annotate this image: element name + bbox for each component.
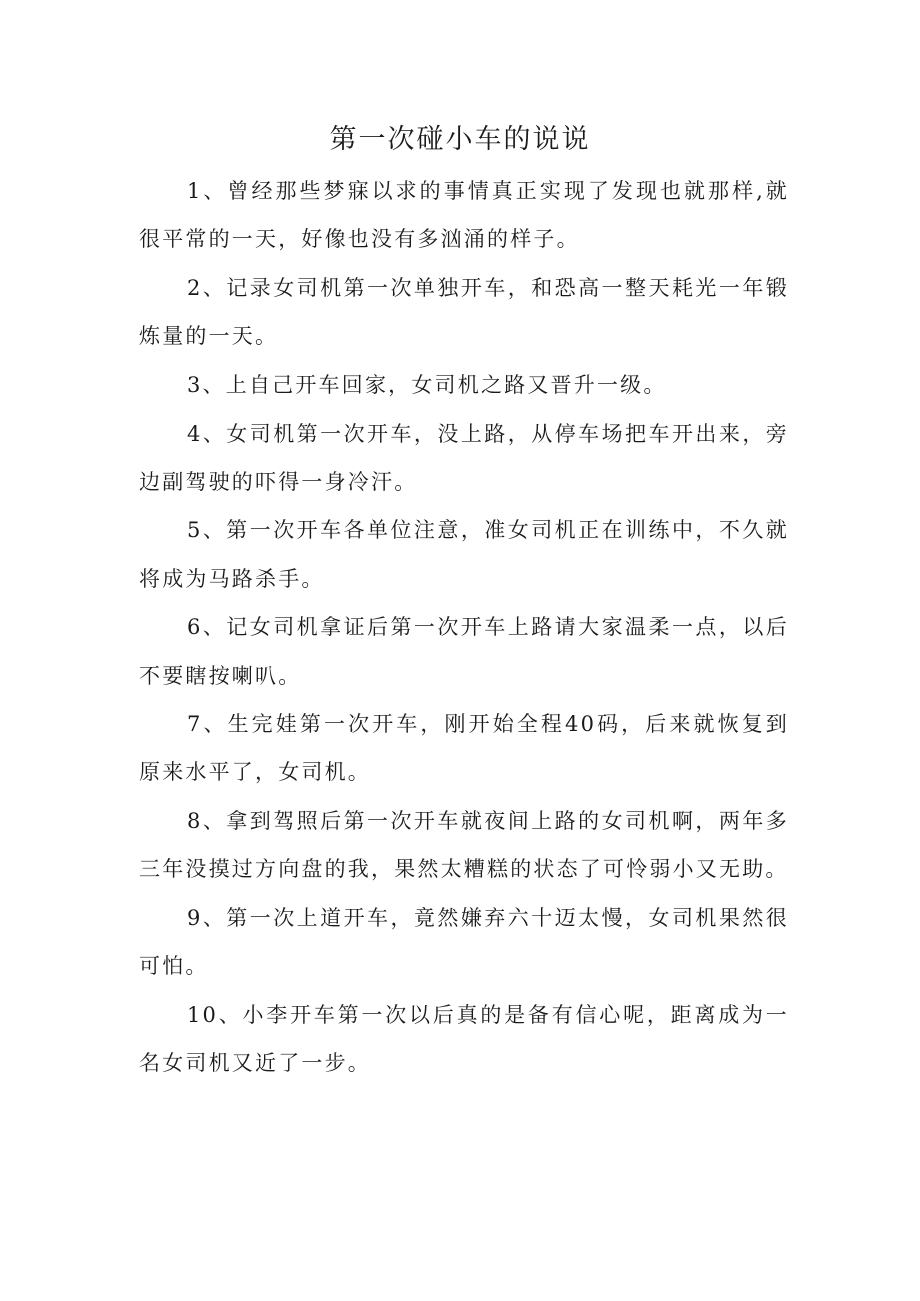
paragraph-5: 5、第一次开车各单位注意，准女司机正在训练中，不久就将成为马路杀手。 xyxy=(139,518,789,591)
paragraph-9: 9、第一次上道开车，竟然嫌弃六十迈太慢，女司机果然很可怕。 xyxy=(139,906,789,979)
document-body xyxy=(139,167,789,1088)
paragraph-4: 4、女司机第一次开车，没上路，从停车场把车开出来，旁边副驾驶的吓得一身冷汗。 xyxy=(139,421,789,494)
paragraph-3: 3、上自己开车回家，女司机之路又晋升一级。 xyxy=(187,372,667,397)
page-title: 第一次碰小车的说说 xyxy=(329,124,591,155)
paragraph-7: 7、生完娃第一次开车，刚开始全程40码，后来就恢复到原来水平了，女司机。 xyxy=(139,712,789,785)
paragraph-10: 10、小李开车第一次以后真的是备有信心呢，距离成为一名女司机又近了一步。 xyxy=(139,1002,789,1076)
paragraph-1: 1、曾经那些梦寐以求的事情真正实现了发现也就那样,就很平常的一天，好像也没有多汹涌的样子。 xyxy=(139,179,789,252)
paragraph-8: 8、拿到驾照后第一次开车就夜间上路的女司机啊，两年多三年没摸过方向盘的我，果然太糟糕的状态了可怜弱小又无助。 xyxy=(139,809,789,882)
paragraph-6: 6、记女司机拿证后第一次开车上路请大家温柔一点，以后不要瞎按喇叭。 xyxy=(139,615,789,688)
paragraph-2: 2、记录女司机第一次单独开车，和恐高一整天耗光一年锻炼量的一天。 xyxy=(139,275,789,349)
